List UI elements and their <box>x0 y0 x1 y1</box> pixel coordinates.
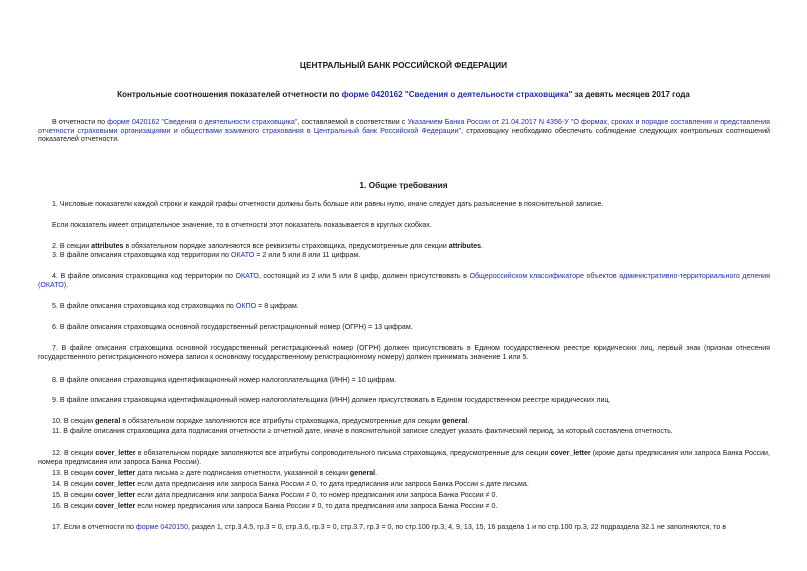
item-3-text-2: = 2 или 5 или 8 или 11 цифрам. <box>254 251 361 259</box>
item-16-text: 16. В секции <box>52 502 96 510</box>
item-10 <box>52 417 469 426</box>
intro-text-2: , составляемой в соответствии с <box>297 118 408 126</box>
item-17-text-2: , раздел 1, стр.3.4.5, гр.3 = 0, стр.3.6, гр.3 = 0, стр.3.7, гр.3 = 0, по стр.100 гр.3, 4, 9, 13, 15, 16 раздела 1 и по стр.100 гр.3, 22 подраздела 32.1 не заполняются, то в <box>188 523 727 531</box>
item-15-keyword: cover_letter <box>95 491 136 499</box>
item-12 <box>38 449 770 466</box>
item-8: 8. В файле описания страховщика идентификационный номер налогоплательщика (ИНН) = 10 цифрам. <box>52 376 397 384</box>
item-10-keyword: general <box>95 417 121 425</box>
item-14-text: 14. В секции <box>52 480 96 488</box>
item-1-note: Если показатель имеет отрицательное значение, то в отчетности этот показатель показывается в круглых скобках. <box>52 221 432 229</box>
item-16 <box>52 502 497 511</box>
item-4-end: . <box>66 280 69 289</box>
intro-regulation-link[interactable]: Указанием Банка России от 21.04.2017 N 4356-У "О формах, сроках и порядке составления и представления отчетности страховыми организациями и обществами взаимного страхования в Центральный банк Российской Федерации" <box>38 118 770 135</box>
item-16-text-2: если номер предписания или запроса Банка России ≠ 0, то дата предписания или запроса Банка России ≠ 0. <box>135 502 498 510</box>
okato-link-2[interactable]: ОКАТО <box>235 272 259 280</box>
item-13-text-2: дата письма ≥ дате подписания отчетности, указанной в секции <box>135 469 350 477</box>
intro-text-1: В отчетности по <box>52 118 108 126</box>
intro-text-3: , страховщику необходимо обеспечить соблюдение следующих контрольных соотношений показателей отчетности. <box>38 126 770 144</box>
item-3-text: 3. В файле описания страховщика код территории по <box>52 251 231 259</box>
item-10-text: 10. В секции <box>52 417 96 425</box>
item-6: 6. В файле описания страховщика основной государственный регистрационный номер (ОГРН) = 13 цифрам. <box>52 323 413 331</box>
item-14 <box>52 480 529 489</box>
item-1: 1. Числовые показатели каждой строки и каждой графы отчетности должны быть больше или равны нулю, иначе следует дать разъяснение в пояснительной записке. <box>52 200 604 208</box>
item-12-keyword-2: cover_letter <box>550 449 591 457</box>
document-title <box>0 90 807 99</box>
item-12-text-2: в обязательном порядке заполняются все атрибуты сопроводительного письма страховщика, предусмотренные для секции <box>135 449 551 457</box>
intro-paragraph <box>38 118 770 144</box>
item-13-text: 13. В секции <box>52 469 96 477</box>
item-10-text-2: в обязательном порядке заполняются все атрибуты страховщика, предусмотренные для секции <box>120 417 443 425</box>
item-15-text-2: если дата предписания или запроса Банка России ≠ 0, то номер предписания или запроса Банка России ≠ 0. <box>135 491 498 499</box>
form-link[interactable]: форме 0420162 "Сведения о деятельности страховщика" <box>341 90 573 99</box>
org-title: ЦЕНТРАЛЬНЫЙ БАНК РОССИЙСКОЙ ФЕДЕРАЦИИ <box>299 60 508 70</box>
item-12-text: 12. В секции <box>52 449 96 457</box>
item-15-text: 15. В секции <box>52 491 96 499</box>
okato-classifier-link[interactable]: Общероссийском классификаторе объектов административно-территориального деления (ОКАТО) <box>38 272 770 289</box>
item-13-end: . <box>375 469 378 477</box>
okato-link[interactable]: ОКАТО <box>230 251 255 259</box>
item-12-keyword: cover_letter <box>95 449 136 457</box>
item-13-keyword-2: general <box>349 469 376 477</box>
item-16-keyword: cover_letter <box>95 502 136 510</box>
item-15 <box>52 491 497 500</box>
item-14-text-2: если дата предписания или запроса Банка России ≠ 0, то дата предписания или запроса Банка России ≤ дате письма. <box>135 480 529 488</box>
item-4-text-2: , состоящий из 2 или 5 или 8 цифр, должен присутствовать в <box>258 272 470 280</box>
item-2-keyword-2: attributes <box>448 242 482 250</box>
title-suffix: за девять месяцев 2017 года <box>572 90 690 99</box>
item-10-keyword-2: general <box>442 417 468 425</box>
item-2 <box>52 242 483 251</box>
item-17-text: 17. Если в отчетности по <box>52 523 136 531</box>
item-5-text-2: = 8 цифрам. <box>256 302 299 310</box>
item-7: 7. В файле описания страховщика основной государственный регистрационный номер (ОГРН) должен присутствовать в Едином государственном реестре юридических лиц, первый знак (признак отнесения государственного регистрационного номера записи к основному государственному регистрационному номеру) должен принимать значение 1 или 5. <box>38 344 770 361</box>
item-5 <box>52 302 299 311</box>
item-13 <box>52 469 377 478</box>
item-14-keyword: cover_letter <box>95 480 136 488</box>
item-10-end: . <box>467 417 470 425</box>
item-2-text: 2. В секции <box>52 242 92 250</box>
item-5-text: 5. В файле описания страховщика код страховщика по <box>52 302 236 310</box>
item-11: 11. В файле описания страховщика дата подписания отчетности ≥ отчетной дате, иначе в пояснительной записке следует указать фактический период, за который составлена отчетность. <box>52 427 673 435</box>
item-2-end: . <box>481 242 484 250</box>
title-prefix: Контрольные соотношения показателей отчетности по <box>117 90 342 99</box>
okpo-link[interactable]: ОКПО <box>235 302 257 310</box>
item-3 <box>52 251 360 260</box>
item-2-keyword: attributes <box>91 242 124 250</box>
item-4-text: 4. В файле описания страховщика код территории по <box>52 272 236 280</box>
section-title: 1. Общие требования <box>359 180 448 190</box>
item-13-keyword: cover_letter <box>95 469 136 477</box>
item-2-text-2: в обязательном порядке заполняются все реквизиты страховщика, предусмотренные для секции <box>123 242 449 250</box>
item-9: 9. В файле описания страховщика идентификационный номер налогоплательщика (ИНН) должен присутствовать в Едином государственном реестре юридических лиц. <box>52 396 611 404</box>
item-12-end: (кроме даты предписания или запроса Банка России, номера предписания или запроса Банка России). <box>38 449 770 466</box>
item-4 <box>38 272 770 289</box>
item-17 <box>38 523 770 532</box>
intro-form-link[interactable]: форме 0420162 "Сведения о деятельности страховщика" <box>107 118 298 126</box>
form-0420150-link[interactable]: форме 0420150 <box>135 523 189 531</box>
